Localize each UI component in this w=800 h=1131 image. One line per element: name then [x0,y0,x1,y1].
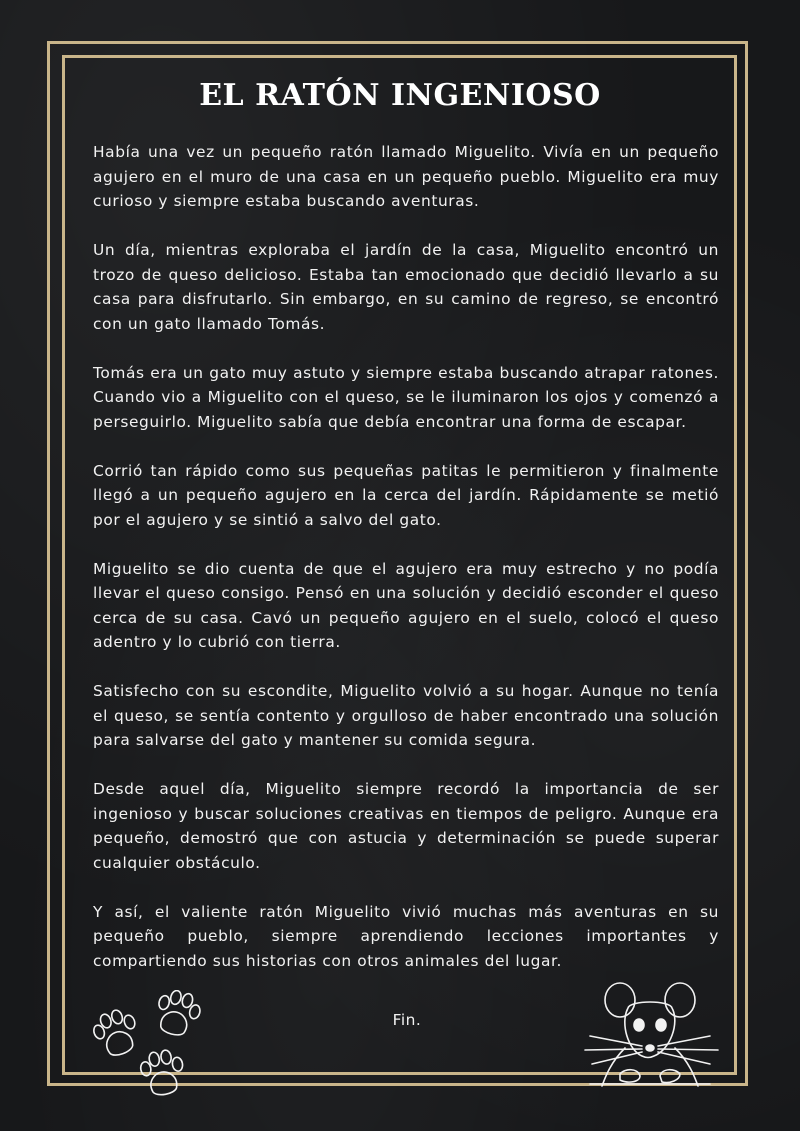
story-title: EL RATÓN INGENIOSO [199,78,601,113]
story-paragraph-1: Había una vez un pequeño ratón llamado Miguelito. Vivía en un pequeño agujero en el muro de una casa en un pequeño pueblo. Miguelito era muy curioso y siempre estaba buscando aventuras. [93,143,719,210]
mouse-nose [646,1045,654,1051]
story-paragraph-8: Y así, el valiente ratón Miguelito vivió muchas más aventuras en su pequeño pueblo, siempre aprendiendo lecciones importantes y compartiendo sus historias con otros animales del lugar. [93,902,719,970]
mouse-illustration-icon [570,978,730,1088]
story-paragraph-4: Corrió tan rápido como sus pequeñas patitas le permitieron y finalmente llegó a un pequeño agujero en la cerca del jardín. Rápidamente se metió por el agujero y se sintió a salvo del gato. [93,461,719,529]
mouse-paw-left [620,1070,640,1082]
mouse-ear-right [665,983,695,1017]
paw-print-left [89,1005,143,1060]
mouse-eye-left [634,1019,644,1031]
story-closing: Fin. [392,1011,422,1029]
story-paragraph-3: Tomás era un gato muy astuto y siempre estaba buscando atrapar ratones. Cuando vio a Miguelito con el queso, se le iluminaron los ojos y comenzó a perseguirlo. Miguelito sabía que debía encontrar una forma de escapar. [93,363,719,431]
paw-print-top [152,990,204,1040]
mouse-ear-left [605,983,635,1017]
paw-prints-icon [88,990,213,1105]
mouse-body [602,1048,698,1086]
paw-print-bottom [138,1048,187,1098]
story-paragraph-7: Desde aquel día, Miguelito siempre recordó la importancia de ser ingenioso y buscar soluciones creativas en tiempos de peligro. Aunque era pequeño, demostró que con astucia y determinación se puede superar cualquier obstáculo. [93,780,719,872]
story-paragraph-5: Miguelito se dio cuenta de que el agujero era muy estrecho y no podía llevar el queso consigo. Pensó en una solución y decidió esconder el queso cerca de su casa. Cavó un pequeño agujero en el suelo, colocó el queso adentro y lo cubrió con tierra. [93,559,719,651]
story-paragraph-2: Un día, mientras exploraba el jardín de la casa, Miguelito encontró un trozo de queso delicioso. Estaba tan emocionado que decidió llevarlo a su casa para disfrutarlo. Sin embargo, en su camino de regreso, se encontró con un gato llamado Tomás. [93,241,719,333]
story-paragraph-6: Satisfecho con su escondite, Miguelito volvió a su hogar. Aunque no tenía el queso, se sentía contento y orgulloso de haber encontrado una solución para salvarse del gato y mantener su comida segura. [93,682,719,749]
mouse-paw-right [660,1070,680,1083]
mouse-eye-right [656,1019,666,1031]
story-body [93,140,719,998]
